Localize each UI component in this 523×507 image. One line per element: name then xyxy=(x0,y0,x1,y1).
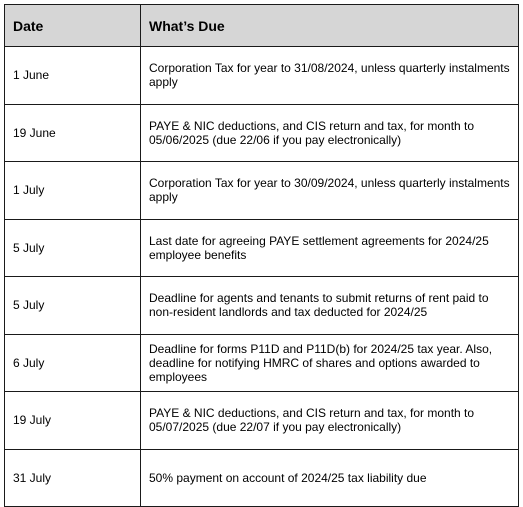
table-row xyxy=(5,334,519,392)
table-row xyxy=(5,104,519,162)
table-row xyxy=(5,162,519,220)
due-cell: Corporation Tax for year to 31/08/2024, unless quarterly instalments apply xyxy=(141,47,519,105)
tax-deadlines-table xyxy=(4,4,519,507)
whats-due-column-header: What’s Due xyxy=(141,5,519,47)
date-cell: 19 July xyxy=(5,392,141,450)
date-column-header: Date xyxy=(5,5,141,47)
due-cell: Corporation Tax for year to 30/09/2024, unless quarterly instalments apply xyxy=(141,162,519,220)
header-row xyxy=(5,5,519,47)
date-cell: 1 July xyxy=(5,162,141,220)
table-row xyxy=(5,449,519,507)
due-cell: Deadline for forms P11D and P11D(b) for 2024/25 tax year. Also, deadline for notifying HMRC of shares and options awarded to employees xyxy=(141,334,519,392)
table-row xyxy=(5,47,519,105)
due-cell: Deadline for agents and tenants to submit returns of rent paid to non-resident landlords and tax deducted for 2024/25 xyxy=(141,277,519,335)
date-cell: 5 July xyxy=(5,277,141,335)
table-row xyxy=(5,392,519,450)
date-cell: 31 July xyxy=(5,449,141,507)
due-cell: 50% payment on account of 2024/25 tax liability due xyxy=(141,449,519,507)
due-cell: Last date for agreeing PAYE settlement agreements for 2024/25 employee benefits xyxy=(141,219,519,277)
date-cell: 5 July xyxy=(5,219,141,277)
table-header xyxy=(5,5,519,47)
date-cell: 1 June xyxy=(5,47,141,105)
table-row xyxy=(5,219,519,277)
date-cell: 19 June xyxy=(5,104,141,162)
table-body xyxy=(5,47,519,507)
due-cell: PAYE & NIC deductions, and CIS return and tax, for month to 05/07/2025 (due 22/07 if you pay electronically) xyxy=(141,392,519,450)
table-row xyxy=(5,277,519,335)
date-cell: 6 July xyxy=(5,334,141,392)
due-cell: PAYE & NIC deductions, and CIS return and tax, for month to 05/06/2025 (due 22/06 if you pay electronically) xyxy=(141,104,519,162)
